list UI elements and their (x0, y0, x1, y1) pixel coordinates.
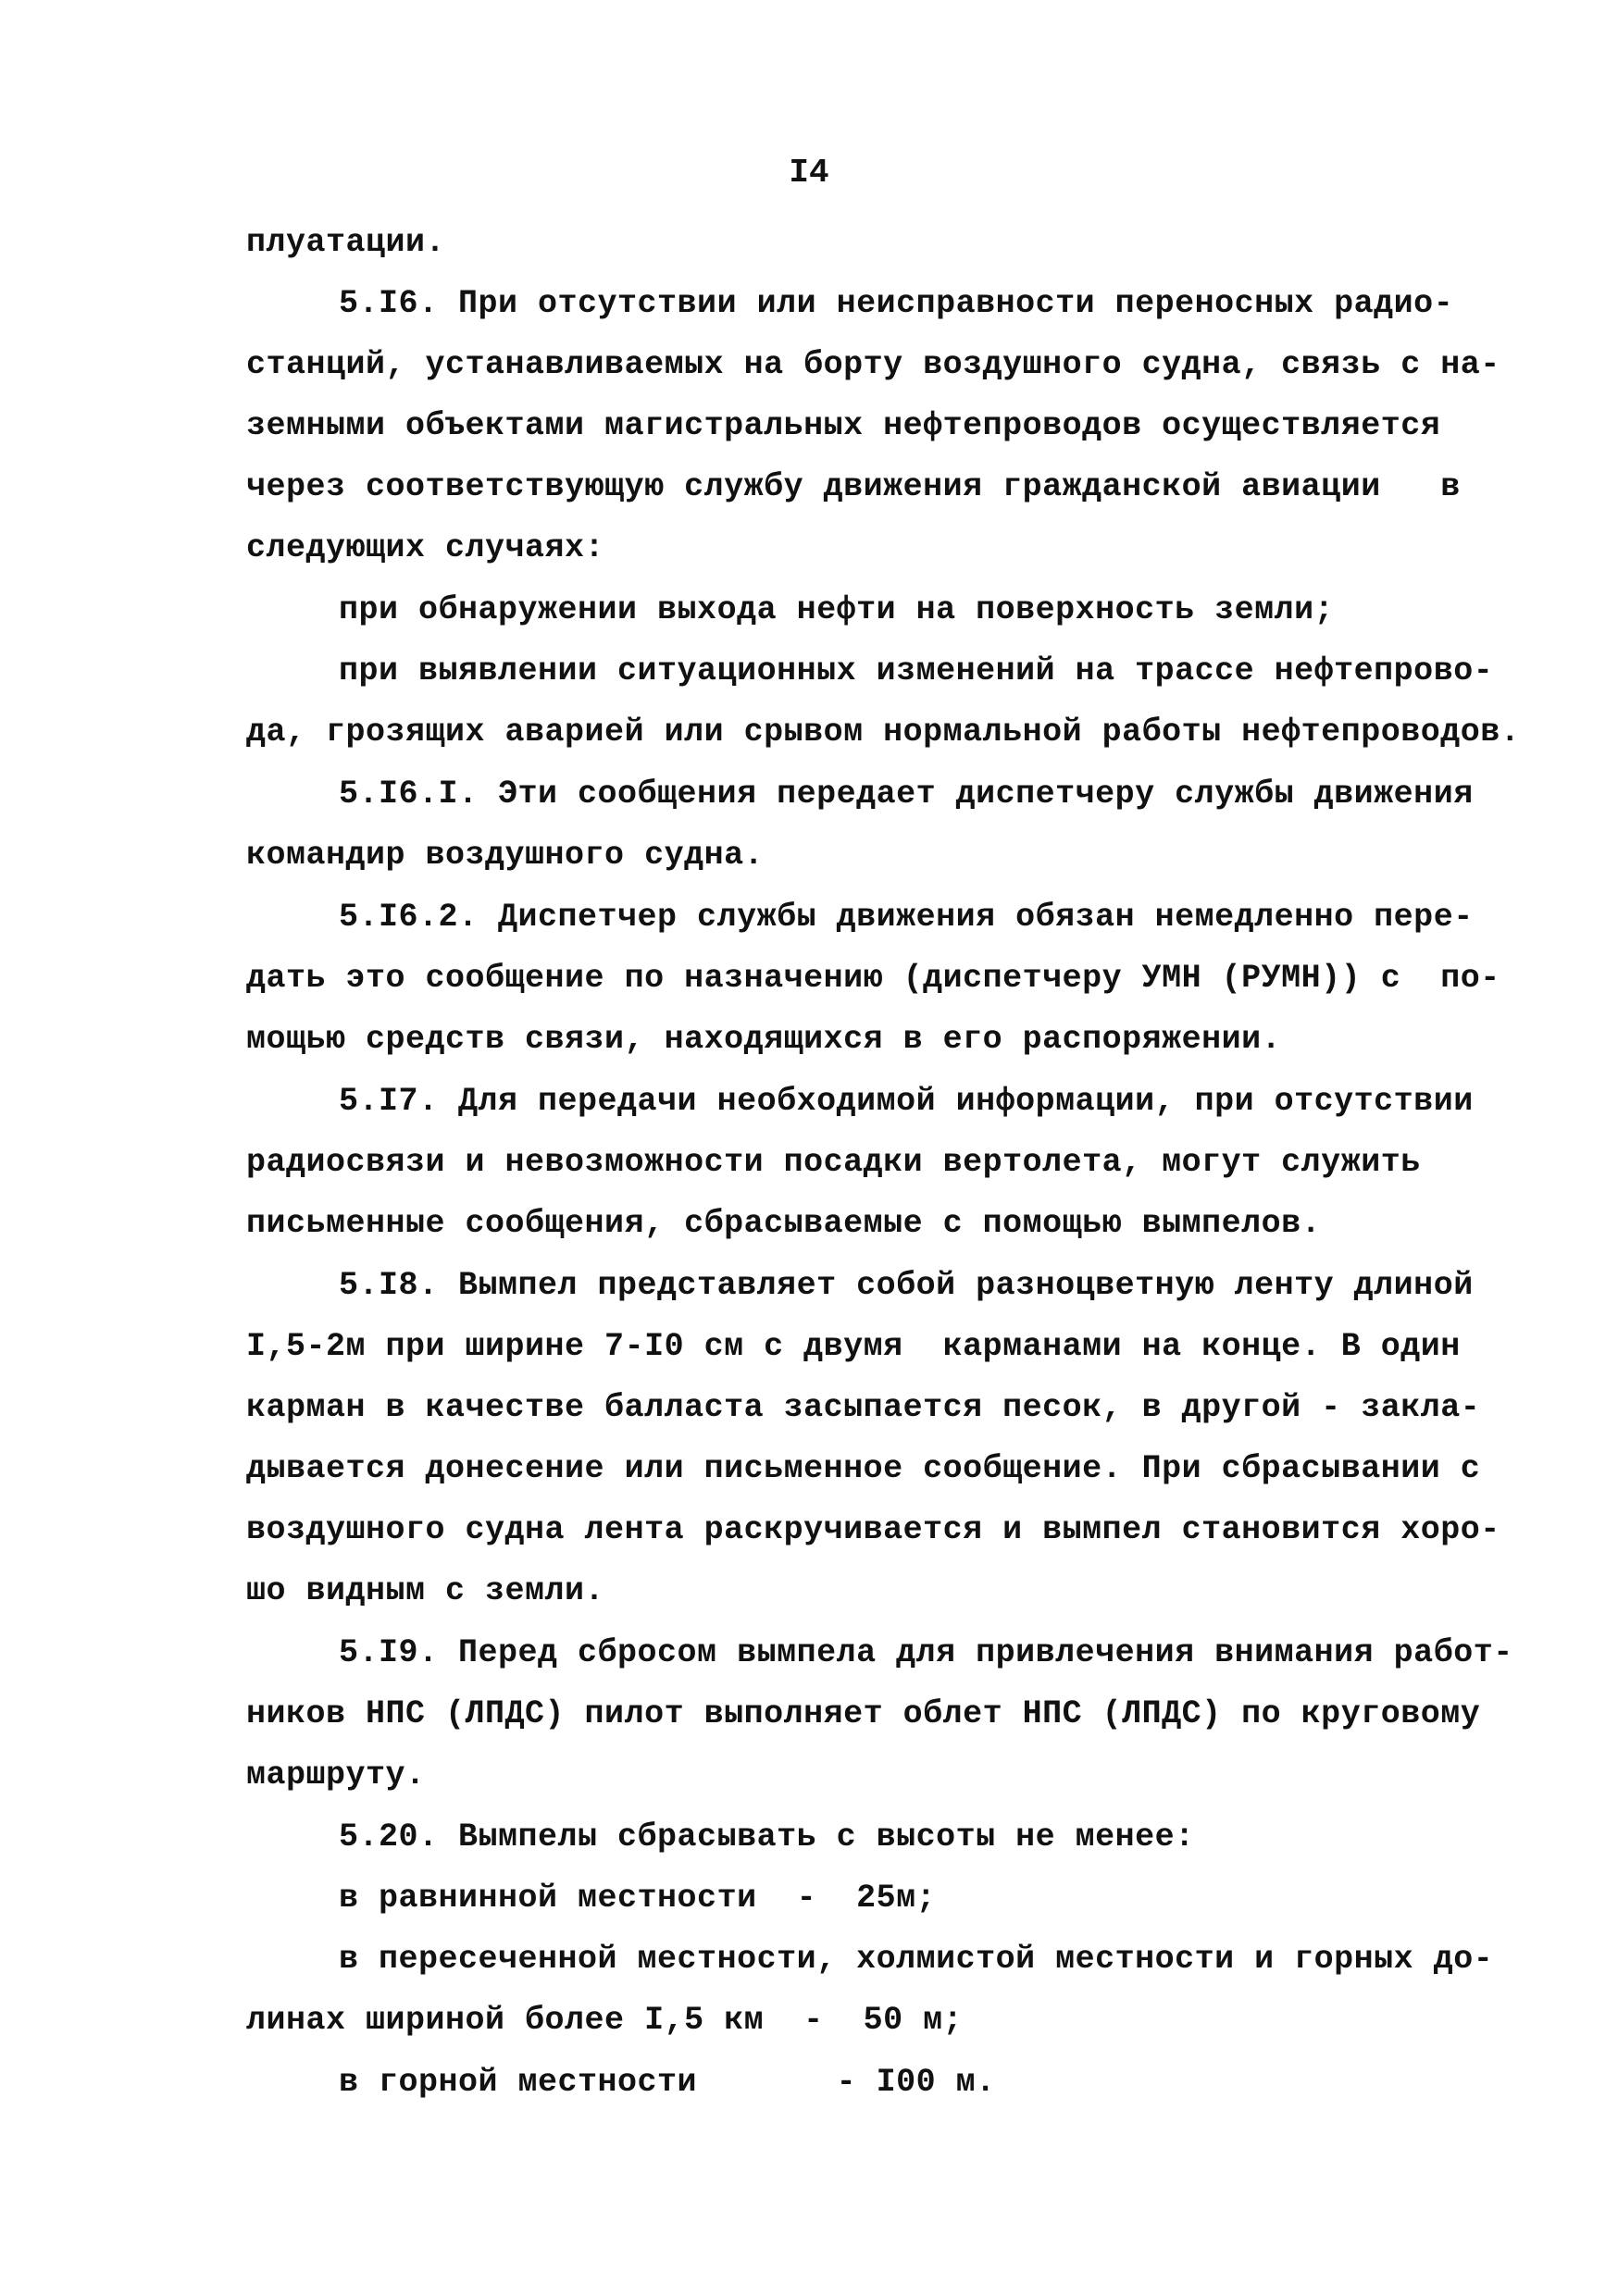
text-line: станций, устанавливаемых на борту воздушного судна, связь с на- (246, 346, 1500, 383)
list-item: при обнаружении выхода нефти на поверхность земли; (339, 591, 1335, 628)
text-line: маршруту. (246, 1756, 426, 1793)
text-line: письменные сообщения, сбрасываемые с помощью вымпелов. (246, 1205, 1322, 1242)
list-item: в горной местности - I00 м. (339, 2064, 996, 2101)
text-line: командир воздушного судна. (246, 837, 765, 874)
text-line: через соответствующую службу движения гражданской авиации в (246, 468, 1461, 505)
text-line: воздушного судна лента раскручивается и вымпел становится хоро- (246, 1511, 1500, 1548)
text-line: I,5-2м при ширине 7-I0 см с двумя карманами на конце. В один (246, 1328, 1461, 1365)
text-line: следующих случаях: (246, 529, 605, 566)
text-line: радиосвязи и невозможности посадки вертолета, могут служить (246, 1144, 1421, 1181)
text-line: плуатации. (246, 224, 446, 261)
text-line: да, грозящих аварией или срывом нормальной работы нефтепроводов. (246, 714, 1521, 751)
paragraph-5-19-line: 5.I9. Перед сбросом вымпела для привлечения внимания работ- (339, 1634, 1513, 1671)
list-item: при выявлении ситуационных изменений на трассе нефтепрово- (339, 652, 1494, 689)
page-number: I4 (789, 154, 829, 192)
list-item: в пересеченной местности, холмистой местности и горных до- (339, 1941, 1494, 1978)
paragraph-5-20-line: 5.20. Вымпелы сбрасывать с высоты не менее: (339, 1818, 1195, 1855)
text-line: земными объектами магистральных нефтепроводов осуществляется (246, 407, 1441, 444)
text-line: линах шириной более I,5 км - 50 м; (246, 2002, 964, 2039)
paragraph-5-18-line: 5.I8. Вымпел представляет собой разноцветную ленту длиной (339, 1267, 1474, 1304)
paragraph-5-17-line: 5.I7. Для передачи необходимой информации, при отсутствии (339, 1083, 1474, 1120)
text-line: дать это сообщение по назначению (диспетчеру УМН (РУМН)) с по- (246, 960, 1500, 997)
text-line: мощью средств связи, находящихся в его распоряжении. (246, 1021, 1282, 1058)
text-line: дывается донесение или письменное сообщение. При сбрасывании с (246, 1450, 1481, 1487)
paragraph-5-16-line: 5.I6. При отсутствии или неисправности переносных радио- (339, 285, 1454, 322)
paragraph-5-16-1-line: 5.I6.I. Эти сообщения передает диспетчеру службы движения (339, 776, 1474, 813)
list-item: в равнинной местности - 25м; (339, 1880, 937, 1917)
paragraph-5-16-2-line: 5.I6.2. Диспетчер службы движения обязан немедленно пере- (339, 899, 1474, 936)
text-line: шо видным с земли. (246, 1572, 605, 1609)
text-line: ников НПС (ЛПДС) пилот выполняет облет НПС (ЛПДС) по круговому (246, 1695, 1481, 1732)
text-line: карман в качестве балласта засыпается песок, в другой - закла- (246, 1389, 1481, 1426)
